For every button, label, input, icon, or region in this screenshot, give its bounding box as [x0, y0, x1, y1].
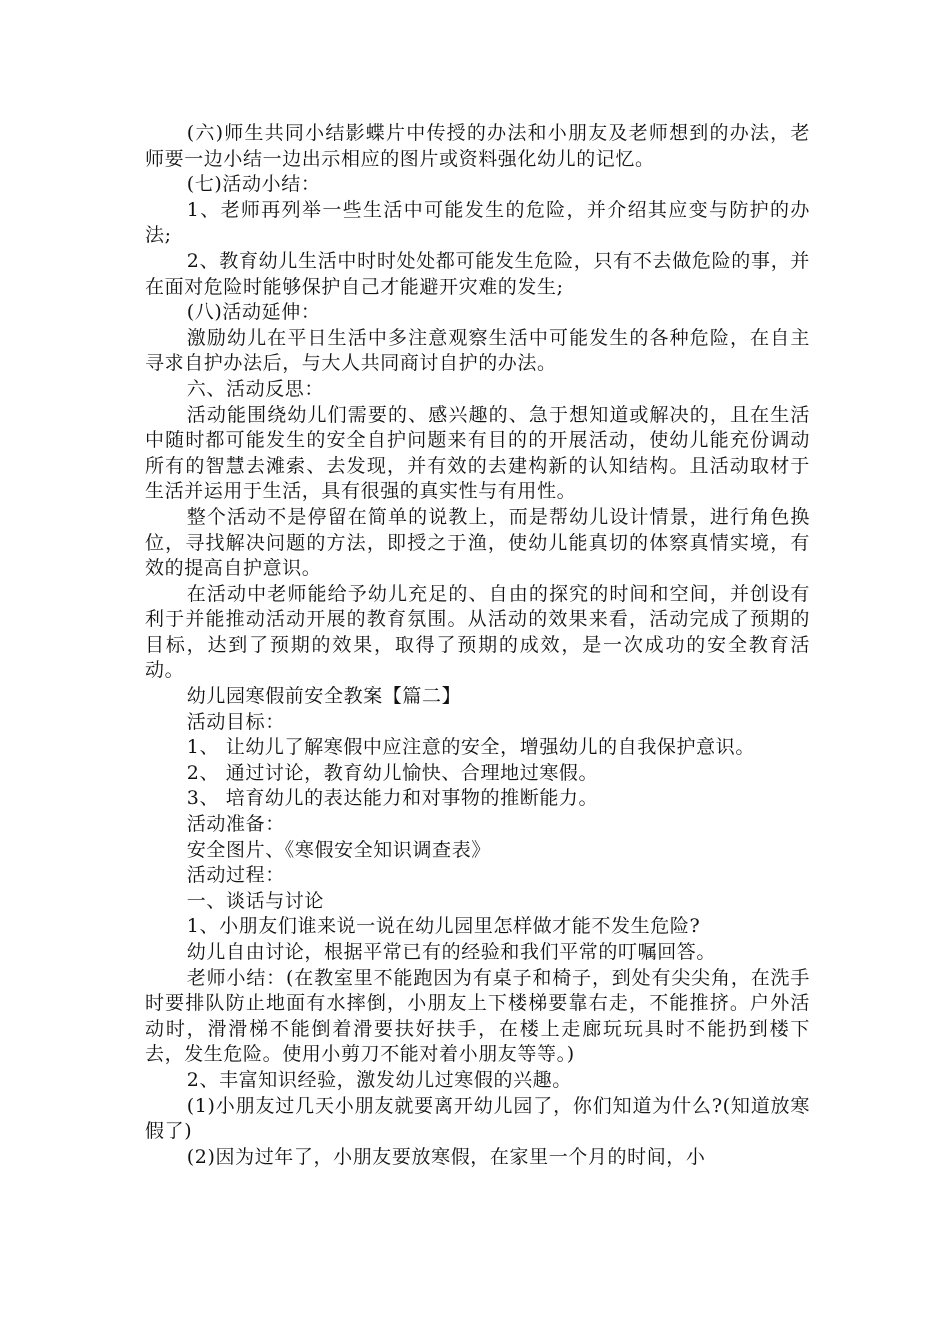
paragraph-reflection-1: 活动能围绕幼儿们需要的、感兴趣的、急于想知道或解决的，且在生活中随时都可能发生的安全自护问题来有目的的开展活动，使幼儿能充份调动所有的智慧去滩索、去发现，并有效的去建构新的认知结构。且活动取材于生活并运用于生活，具有很强的真实性与有用性。: [145, 403, 810, 503]
heading-activity-process: 活动过程：: [186, 864, 285, 887]
heading-extension-8: (八)活动延伸：: [186, 301, 321, 324]
goal-item-3: 3、 培育幼儿的表达能力和对事物的推断能力。: [186, 787, 599, 810]
paragraph-teacher-summary: 老师小结：(在教室里不能跑因为有桌子和椅子，到处有尖尖角，在洗手时要排队防止地面有水摔倒，小朋友上下楼梯要靠右走，不能推挤。户外活动时，滑滑梯不能倒着滑要扶好扶手，在楼上走廊玩玩具时不能扔到楼下去，发生危险。使用小剪刀不能对着小朋友等等。): [145, 966, 810, 1066]
process-step-2: 2、丰富知识经验，激发幼儿过寒假的兴趣。: [186, 1068, 572, 1091]
heading-activity-preparation: 活动准备：: [186, 813, 285, 836]
goal-item-1: 1、 让幼儿了解寒假中应注意的安全，增强幼儿的自我保护意识。: [186, 736, 755, 759]
section-title-part-2: 幼儿园寒假前安全教案【篇二】: [186, 685, 462, 708]
process-substep-1: (1)小朋友过几天小朋友就要离开幼儿园了，你们知道为什么?(知道放寒假了): [145, 1094, 810, 1143]
paragraph-preparation: 安全图片、《寒假安全知识调查表》: [186, 838, 491, 861]
heading-talk-discussion: 一、谈话与讨论: [186, 889, 324, 912]
goal-item-2: 2、 通过讨论，教育幼儿愉快、合理地过寒假。: [186, 761, 599, 784]
paragraph-summary-item-1: 1、老师再列举一些生活中可能发生的危险，并介绍其应变与防护的办法;: [145, 198, 810, 247]
heading-reflection: 六、活动反思：: [186, 377, 324, 400]
heading-summary-7: (七)活动小结：: [186, 173, 321, 196]
paragraph-free-discussion: 幼儿自由讨论，根据平常已有的经验和我们平常的叮嘱回答。: [186, 941, 716, 963]
paragraph-reflection-3: 在活动中老师能给予幼儿充足的、自由的探究的时间和空间，并创设有利于并能推动活动开展的教育氛围。从活动的效果来看，活动完成了预期的目标，达到了预期的效果，取得了预期的成效，是一次成功的安全教育活动。: [145, 582, 810, 682]
paragraph-reflection-2: 整个活动不是停留在简单的说教上，而是帮幼儿设计情景，进行角色换位，寻找解决问题的方法，即授之于渔，使幼儿能真切的体察真情实境，有效的提高自护意识。: [145, 505, 810, 580]
process-step-1: 1、小朋友们谁来说一说在幼儿园里怎样做才能不发生危险?: [186, 915, 701, 938]
heading-activity-goals: 活动目标：: [186, 710, 285, 733]
document-body: [145, 121, 810, 1170]
paragraph-extension: 激励幼儿在平日生活中多注意观察生活中可能发生的各种危险，在自主寻求自护办法后，与大人共同商讨自护的办法。: [145, 326, 810, 375]
paragraph-summary-6: (六)师生共同小结影蝶片中传授的办法和小朋友及老师想到的办法，老师要一边小结一边出示相应的图片或资料强化幼儿的记忆。: [145, 122, 810, 170]
paragraph-summary-item-2: 2、教育幼儿生活中时时处处都可能发生危险，只有不去做危险的事，并在面对危险时能够保护自己才能避开灾难的发生;: [145, 249, 810, 298]
process-substep-2: (2)因为过年了，小朋友要放寒假，在家里一个月的时间，小: [186, 1145, 706, 1168]
